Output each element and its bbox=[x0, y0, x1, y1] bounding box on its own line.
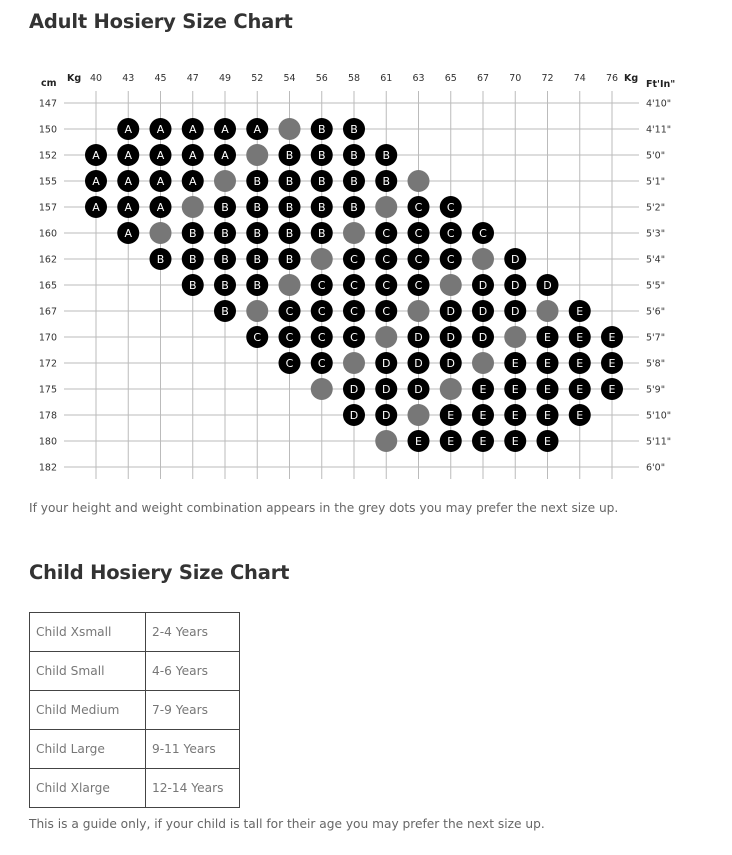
child-size-age: 2-4 Years bbox=[146, 613, 240, 652]
size-dot-letter: B bbox=[382, 175, 391, 188]
grey-dot bbox=[537, 300, 559, 322]
size-dot-letter: E bbox=[608, 331, 616, 344]
size-dot-letter: E bbox=[511, 435, 519, 448]
child-size-row bbox=[30, 691, 240, 730]
size-dot-letter: C bbox=[317, 357, 326, 370]
grey-dot bbox=[214, 170, 236, 192]
grey-dot bbox=[472, 352, 494, 374]
grey-dot bbox=[279, 274, 301, 296]
size-dot-letter: E bbox=[576, 357, 584, 370]
size-dot-letter: A bbox=[92, 201, 100, 214]
size-dot-letter: B bbox=[350, 201, 358, 214]
weight-tick-label: 72 bbox=[541, 73, 554, 84]
height-ft-tick-label: 5'2" bbox=[646, 202, 666, 214]
weight-tick-label: 54 bbox=[283, 73, 296, 84]
size-dot-letter: D bbox=[414, 357, 423, 370]
grey-dot bbox=[246, 300, 268, 322]
grey-dot bbox=[375, 196, 397, 218]
child-size-age: 7-9 Years bbox=[146, 691, 240, 730]
height-ft-tick-label: 4'10" bbox=[646, 98, 672, 110]
grey-dot bbox=[375, 326, 397, 348]
size-dot-letter: B bbox=[253, 201, 262, 214]
size-dot-letter: B bbox=[317, 175, 326, 188]
size-dot-letter: C bbox=[317, 331, 326, 344]
child-size-age: 4-6 Years bbox=[146, 652, 240, 691]
size-dot-letter: A bbox=[124, 149, 133, 162]
size-dot-letter: C bbox=[285, 305, 294, 318]
height-ft-tick-label: 5'1" bbox=[646, 176, 666, 188]
size-dot-letter: E bbox=[608, 357, 616, 370]
weight-tick-label: 61 bbox=[380, 73, 393, 84]
size-dot-letter: B bbox=[285, 253, 294, 266]
size-dot-letter: D bbox=[349, 409, 359, 422]
weight-tick-label: 49 bbox=[218, 73, 232, 84]
size-dot-letter: D bbox=[349, 383, 359, 396]
height-ft-tick-label: 4'11" bbox=[646, 124, 672, 136]
child-chart-title: Child Hosiery Size Chart bbox=[29, 561, 290, 584]
child-size-name: Child Medium bbox=[30, 691, 146, 730]
adult-chart-note: If your height and weight combination appears in the grey dots you may prefer the next size up. bbox=[29, 501, 619, 515]
weight-tick-label: 76 bbox=[605, 73, 619, 84]
height-ft-tick-label: 5'8" bbox=[646, 358, 666, 370]
height-cm-tick-label: 182 bbox=[38, 462, 57, 474]
size-dot-letter: B bbox=[221, 279, 229, 292]
size-dot-letter: A bbox=[156, 175, 165, 188]
adult-chart-title: Adult Hosiery Size Chart bbox=[29, 10, 293, 33]
size-dot-letter: C bbox=[350, 279, 358, 292]
size-dot-letter: C bbox=[414, 279, 423, 292]
y-axis-label-right: Ft'In" bbox=[646, 79, 676, 90]
size-dot-letter: A bbox=[156, 149, 165, 162]
size-dot-letter: C bbox=[414, 253, 423, 266]
size-dot-letter: C bbox=[350, 305, 358, 318]
height-ft-tick-label: 6'0" bbox=[646, 462, 666, 474]
size-dot-letter: C bbox=[382, 305, 391, 318]
height-ft-tick-label: 5'7" bbox=[646, 332, 666, 344]
size-dot-letter: C bbox=[382, 253, 391, 266]
size-dot-letter: A bbox=[124, 123, 133, 136]
size-dot-letter: B bbox=[253, 279, 262, 292]
size-dot-letter: D bbox=[382, 409, 391, 422]
x-axis-label-right: Kg bbox=[624, 73, 639, 84]
size-dot-letter: E bbox=[576, 383, 584, 396]
size-dot-letter: E bbox=[447, 435, 455, 448]
height-cm-tick-label: 160 bbox=[38, 228, 57, 240]
size-dot-letter: E bbox=[544, 383, 551, 396]
size-dot-letter: B bbox=[221, 201, 229, 214]
grey-dot bbox=[408, 170, 430, 192]
height-cm-tick-label: 172 bbox=[38, 358, 57, 370]
size-dot-letter: B bbox=[188, 279, 197, 292]
size-dot-letter: A bbox=[188, 175, 197, 188]
child-chart-note: This is a guide only, if your child is tall for their age you may prefer the next size up. bbox=[29, 817, 545, 831]
size-dot-letter: A bbox=[92, 149, 100, 162]
size-dot-letter: C bbox=[382, 227, 391, 240]
size-dot-letter: C bbox=[317, 305, 326, 318]
size-dot-letter: B bbox=[188, 253, 197, 266]
weight-tick-label: 47 bbox=[186, 73, 199, 84]
size-dot-letter: B bbox=[221, 227, 229, 240]
size-dot-letter: B bbox=[221, 253, 229, 266]
child-size-table bbox=[29, 612, 240, 808]
size-dot-letter: C bbox=[285, 357, 294, 370]
size-dot-letter: A bbox=[188, 149, 197, 162]
weight-tick-label: 45 bbox=[154, 73, 167, 84]
grey-dot bbox=[279, 118, 301, 140]
size-dot-letter: D bbox=[478, 331, 488, 344]
size-dot-letter: E bbox=[608, 383, 616, 396]
size-dot-letter: B bbox=[350, 149, 358, 162]
size-dot-letter: D bbox=[511, 305, 520, 318]
height-cm-tick-label: 175 bbox=[38, 384, 57, 396]
size-dot-letter: D bbox=[446, 357, 455, 370]
size-dot-letter: A bbox=[92, 175, 100, 188]
size-dot-letter: C bbox=[382, 279, 391, 292]
grey-dot bbox=[311, 248, 333, 270]
height-cm-tick-label: 170 bbox=[38, 332, 57, 344]
weight-tick-label: 56 bbox=[315, 73, 328, 84]
size-dot-letter: A bbox=[124, 227, 133, 240]
weight-tick-label: 67 bbox=[476, 73, 490, 84]
size-dot-letter: D bbox=[543, 279, 552, 292]
size-dot-letter: C bbox=[350, 253, 358, 266]
child-size-name: Child Large bbox=[30, 730, 146, 769]
size-dot-letter: C bbox=[446, 227, 455, 240]
size-dot-letter: D bbox=[414, 331, 423, 344]
size-dot-letter: A bbox=[188, 123, 197, 136]
size-dot-letter: C bbox=[414, 227, 423, 240]
height-cm-tick-label: 150 bbox=[38, 124, 57, 136]
size-dot-letter: B bbox=[317, 149, 326, 162]
height-cm-tick-label: 167 bbox=[38, 306, 57, 318]
size-dot-letter: B bbox=[285, 201, 294, 214]
size-dot-letter: A bbox=[124, 201, 133, 214]
size-dot-letter: E bbox=[447, 409, 455, 422]
adult-size-chart bbox=[0, 60, 732, 480]
size-dot-letter: A bbox=[156, 201, 165, 214]
size-dot-letter: C bbox=[317, 279, 326, 292]
weight-tick-label: 43 bbox=[122, 73, 135, 84]
grey-dot bbox=[472, 248, 494, 270]
size-dot-letter: E bbox=[544, 331, 551, 344]
size-dot-letter: C bbox=[350, 331, 358, 344]
size-dot-letter: D bbox=[446, 331, 455, 344]
height-ft-tick-label: 5'11" bbox=[646, 436, 672, 448]
child-size-row bbox=[30, 652, 240, 691]
child-size-name: Child Small bbox=[30, 652, 146, 691]
y-axis-label-left: cm bbox=[41, 78, 57, 89]
size-dot-letter: C bbox=[446, 253, 455, 266]
x-axis-label-left: Kg bbox=[67, 73, 82, 84]
size-dot-letter: B bbox=[285, 175, 294, 188]
size-dot-letter: B bbox=[221, 305, 229, 318]
grey-dot bbox=[504, 326, 526, 348]
size-dot-letter: E bbox=[479, 409, 487, 422]
size-dot-letter: A bbox=[221, 149, 229, 162]
size-dot-letter: B bbox=[253, 175, 262, 188]
size-dot-letter: A bbox=[221, 123, 229, 136]
size-dot-letter: D bbox=[382, 383, 391, 396]
height-cm-tick-label: 147 bbox=[38, 98, 57, 110]
size-dot-letter: C bbox=[414, 201, 423, 214]
child-size-name: Child Xsmall bbox=[30, 613, 146, 652]
size-dot-letter: E bbox=[544, 435, 551, 448]
height-ft-tick-label: 5'3" bbox=[646, 228, 666, 240]
child-size-row bbox=[30, 769, 240, 808]
weight-tick-label: 70 bbox=[509, 73, 522, 84]
size-dot-letter: B bbox=[350, 123, 358, 136]
height-ft-tick-label: 5'9" bbox=[646, 384, 666, 396]
height-cm-tick-label: 180 bbox=[38, 436, 57, 448]
size-dot-letter: B bbox=[253, 253, 262, 266]
height-ft-tick-label: 5'5" bbox=[646, 280, 666, 292]
size-dot-letter: C bbox=[479, 227, 487, 240]
weight-tick-label: 58 bbox=[347, 73, 361, 84]
size-dot-letter: D bbox=[478, 305, 488, 318]
grey-dot bbox=[440, 274, 462, 296]
size-dot-letter: D bbox=[382, 357, 391, 370]
child-size-age: 9-11 Years bbox=[146, 730, 240, 769]
size-dot-letter: B bbox=[285, 149, 294, 162]
size-dot-letter: B bbox=[156, 253, 165, 266]
size-dot-letter: B bbox=[350, 175, 358, 188]
size-dot-letter: D bbox=[446, 305, 455, 318]
height-cm-tick-label: 152 bbox=[38, 150, 57, 162]
weight-tick-label: 40 bbox=[89, 73, 103, 84]
size-dot-letter: E bbox=[576, 409, 584, 422]
height-ft-tick-label: 5'4" bbox=[646, 254, 666, 266]
height-ft-tick-label: 5'0" bbox=[646, 150, 666, 162]
size-dot-letter: E bbox=[415, 435, 422, 448]
height-cm-tick-label: 178 bbox=[38, 410, 57, 422]
size-dot-letter: B bbox=[188, 227, 197, 240]
grey-dot bbox=[311, 378, 333, 400]
grey-dot bbox=[343, 352, 365, 374]
grey-dot bbox=[150, 222, 172, 244]
grey-dot bbox=[408, 404, 430, 426]
grey-dot bbox=[182, 196, 204, 218]
grey-dot bbox=[408, 300, 430, 322]
size-dot-letter: C bbox=[253, 331, 262, 344]
child-size-name: Child Xlarge bbox=[30, 769, 146, 808]
weight-tick-label: 74 bbox=[573, 73, 586, 84]
size-dot-letter: A bbox=[156, 123, 165, 136]
child-size-age: 12-14 Years bbox=[146, 769, 240, 808]
height-ft-tick-label: 5'6" bbox=[646, 306, 666, 318]
size-dot-letter: B bbox=[382, 149, 391, 162]
size-dot-letter: A bbox=[253, 123, 262, 136]
weight-tick-label: 52 bbox=[251, 73, 264, 84]
size-dot-letter: B bbox=[253, 227, 262, 240]
height-cm-tick-label: 155 bbox=[38, 176, 57, 188]
size-dot-letter: A bbox=[124, 175, 133, 188]
size-dot-letter: E bbox=[479, 383, 487, 396]
grey-dot bbox=[343, 222, 365, 244]
size-dot-letter: B bbox=[285, 227, 294, 240]
size-dot-letter: D bbox=[414, 383, 423, 396]
height-cm-tick-label: 157 bbox=[38, 202, 57, 214]
size-dot-letter: E bbox=[511, 409, 519, 422]
grey-dot bbox=[440, 378, 462, 400]
grey-dot bbox=[246, 144, 268, 166]
size-dot-letter: E bbox=[544, 409, 551, 422]
size-dot-letter: E bbox=[544, 357, 551, 370]
size-dot-letter: B bbox=[317, 123, 326, 136]
weight-tick-label: 63 bbox=[412, 73, 425, 84]
size-dot-letter: E bbox=[479, 435, 487, 448]
size-dot-letter: D bbox=[511, 279, 520, 292]
weight-tick-label: 65 bbox=[444, 73, 457, 84]
child-size-row bbox=[30, 613, 240, 652]
size-dot-letter: E bbox=[576, 331, 584, 344]
height-cm-tick-label: 165 bbox=[38, 280, 57, 292]
height-cm-tick-label: 162 bbox=[38, 254, 57, 266]
child-size-row bbox=[30, 730, 240, 769]
size-dot-letter: B bbox=[317, 201, 326, 214]
size-dot-letter: C bbox=[446, 201, 455, 214]
size-dot-letter: C bbox=[285, 331, 294, 344]
size-dot-letter: D bbox=[478, 279, 488, 292]
grey-dot bbox=[375, 430, 397, 452]
size-dot-letter: D bbox=[511, 253, 520, 266]
size-dot-letter: E bbox=[511, 383, 519, 396]
size-dot-letter: E bbox=[511, 357, 519, 370]
height-ft-tick-label: 5'10" bbox=[646, 410, 672, 422]
size-dot-letter: B bbox=[317, 227, 326, 240]
size-dot-letter: E bbox=[576, 305, 584, 318]
